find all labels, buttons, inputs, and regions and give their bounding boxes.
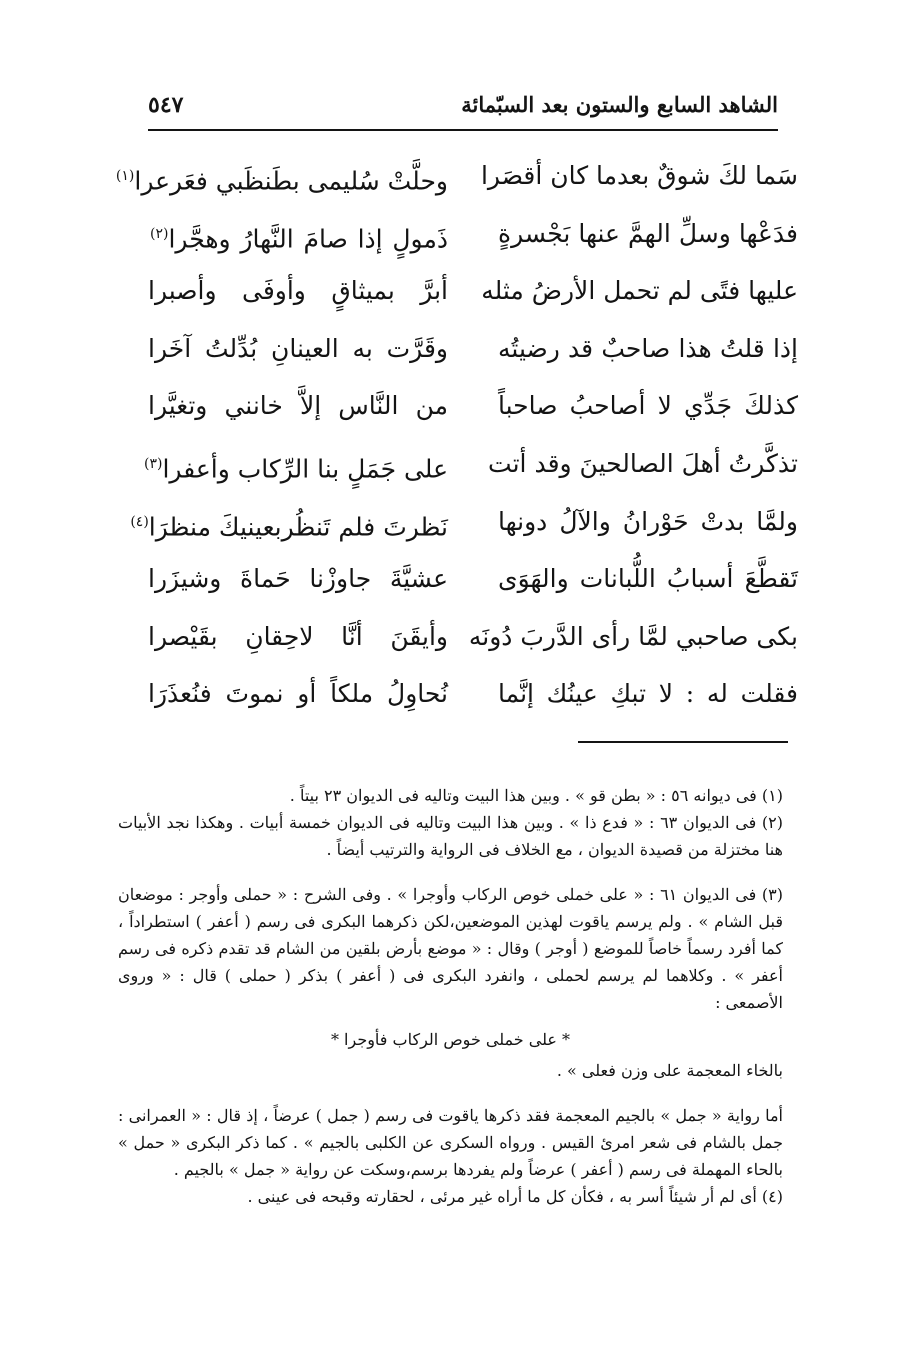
verse-second-text: وحلَّتْ سُليمى بطَنظَبي فعَرعرا [134, 166, 448, 196]
verse-second-text: وأيقَنَ أنَّا لاحِقانِ بقَيْصرا [148, 621, 448, 651]
verse-second-hemistich [115, 160, 448, 197]
verse-second-text: أبرَّ بميثاقٍ وأوفَى وأصبرا [148, 276, 448, 306]
verse [148, 380, 798, 438]
verse-first-hemistich: فقلت له : لا تبكِ عينُك إنَّما [498, 679, 798, 709]
footnote-gap [118, 1084, 783, 1102]
verse-second-hemistich [148, 678, 448, 710]
verse-first-hemistich: ولمَّا بدتْ حَوْرانُ والآلُ دونها [498, 506, 798, 536]
verse-first-hemistich: فدَعْها وسلِّ الهمَّ عنها بَجْسرةٍ [498, 218, 798, 248]
verse-second-text: ذَمولٍ إذا صامَ النَّهارُ وهجَّرا [168, 223, 448, 253]
verse-first-hemistich: كذلكَ جَدِّي لا أصاحبُ صاحباً [498, 391, 798, 421]
verse [148, 611, 798, 669]
verse [130, 496, 798, 554]
running-title: الشاهد السابع والستون بعد السبّمائة [461, 92, 778, 117]
verse-second-hemistich [144, 448, 448, 485]
page-number: ٥٤٧ [148, 92, 184, 118]
verse [148, 208, 798, 266]
verse [148, 323, 798, 381]
verse [115, 150, 798, 208]
verse-second-hemistich [148, 621, 448, 653]
verse-second-hemistich [148, 218, 448, 255]
verse-second-hemistich [130, 506, 448, 543]
verse-second-text: وقَرَّت به العينانِ بُدِّلتُ آخَرا [148, 333, 448, 363]
verse-second-text: نَظرتَ فلم تَنظُربعينيكَ منظرَا [148, 511, 448, 541]
header-rule [148, 129, 778, 131]
footnote-3-continued: أما رواية « جمل » بالجيم المعجمة فقد ذكرها ياقوت فى رسم ( جمل ) عرضاً ، إذ قال : « العمرانى : جمل بالشام فى شعر امرئ القيس . ورواه السكرى عن الكلبى بالجيم » . كما ذكر البكرى « حمل » بالحاء المهملة فى رسم ( أعفر ) عرضاً ولم يفردها برسم،وسكت عن رواية « جمل » بالجيم . [118, 1106, 783, 1179]
footnote-marker: (٣) [144, 455, 163, 472]
verse-second-text: على جَمَلٍ بنا الرِّكاب وأعفرا [162, 454, 448, 484]
verse-first-hemistich: بكى صاحبي لمَّا رأى الدَّربَ دُونَه [468, 621, 798, 651]
footnote-2: (٢) فى الديوان ٦٣ : « فدع ذا » . وبين هذا البيت وتاليه فى الديوان خمسة أبيات . وهكذا نجد الأبيات هنا مختزلة من قصيدة الديوان ، مع الخلاف فى الرواية والترتيب أيضاً . [118, 813, 783, 859]
footnote-separator [578, 741, 788, 743]
verse-second-text: من النَّاس إلاَّ خانني وتغيَّرا [148, 391, 448, 421]
verse-second-hemistich [148, 275, 448, 307]
verse [148, 668, 798, 726]
verse-first-hemistich: تذكَّرتُ أهلَ الصالحينَ وقد أتت [488, 448, 798, 478]
footnote-1: (١) فى ديوانه ٥٦ : « بطن قو » . وبين هذا البيت وتاليه فى الديوان ٢٣ بيتاً . [289, 786, 783, 805]
verse [148, 265, 798, 323]
verse [148, 553, 798, 611]
verse-second-text: نُحاوِلُ ملكاً أو نموتَ فنُعذَرَا [148, 679, 448, 709]
verse [144, 438, 798, 496]
verse-first-hemistich: إذا قلتُ هذا صاحبٌ قد رضيتُه [498, 333, 798, 363]
page-header [148, 82, 778, 130]
footnote-marker: (٤) [130, 513, 149, 530]
verse-second-text: عشيَّةَ جاوزْنا حَماةَ وشيزَرا [148, 564, 448, 594]
footnote-4: (٤) أى لم أر شيئاً أسر به ، فكأن كل ما أراه غير مرئى ، لحقارته وقبحه فى عينى . [247, 1187, 783, 1206]
footnote-3-note: بالخاء المعجمة على وزن فعلى » . [556, 1061, 783, 1080]
verse-second-hemistich [148, 390, 448, 422]
verse-first-hemistich: سَما لكَ شوقٌ بعدما كان أقصَرا [480, 161, 798, 190]
footnote-marker: (١) [115, 168, 135, 184]
footnote-gap [118, 863, 783, 881]
verse-second-hemistich [148, 333, 448, 365]
footnotes [118, 782, 783, 1210]
verse-first-hemistich: تَقطَّعَ أسبابُ اللُّبانات والهَوَى [498, 564, 798, 594]
footnote-3: (٣) فى الديوان ٦١ : « على خملى خوص الركاب وأوجرا » . وفى الشرح : « حملى وأوجر : موضعان قبل الشام » . ولم يرسم ياقوت لهذين الموضعين،لكن ذكرهما البكرى فى رسم ( أعفر ) استطراداً ، كما أفرد رسماً خاصاً للموضع ( أوجر ) وقال : « موضع بأرض بلقين من الشام قد تقدم ذكره فى رسم أعفر » . وكلاهما لم يرسم لحملى ، وانفرد البكرى فى ( أعفر ) بذكر ( حملى ) قال : « وروى الأصمعى : [118, 885, 784, 1012]
footnote-marker: (٢) [150, 225, 169, 242]
verse-first-hemistich: عليها فتًى لم تحمل الأرضُ مثله [481, 276, 798, 306]
poem [115, 150, 798, 726]
footnote-3-quote: * على خملى خوص الركاب فأوجرا * [330, 1030, 571, 1049]
verse-second-hemistich [148, 563, 448, 595]
